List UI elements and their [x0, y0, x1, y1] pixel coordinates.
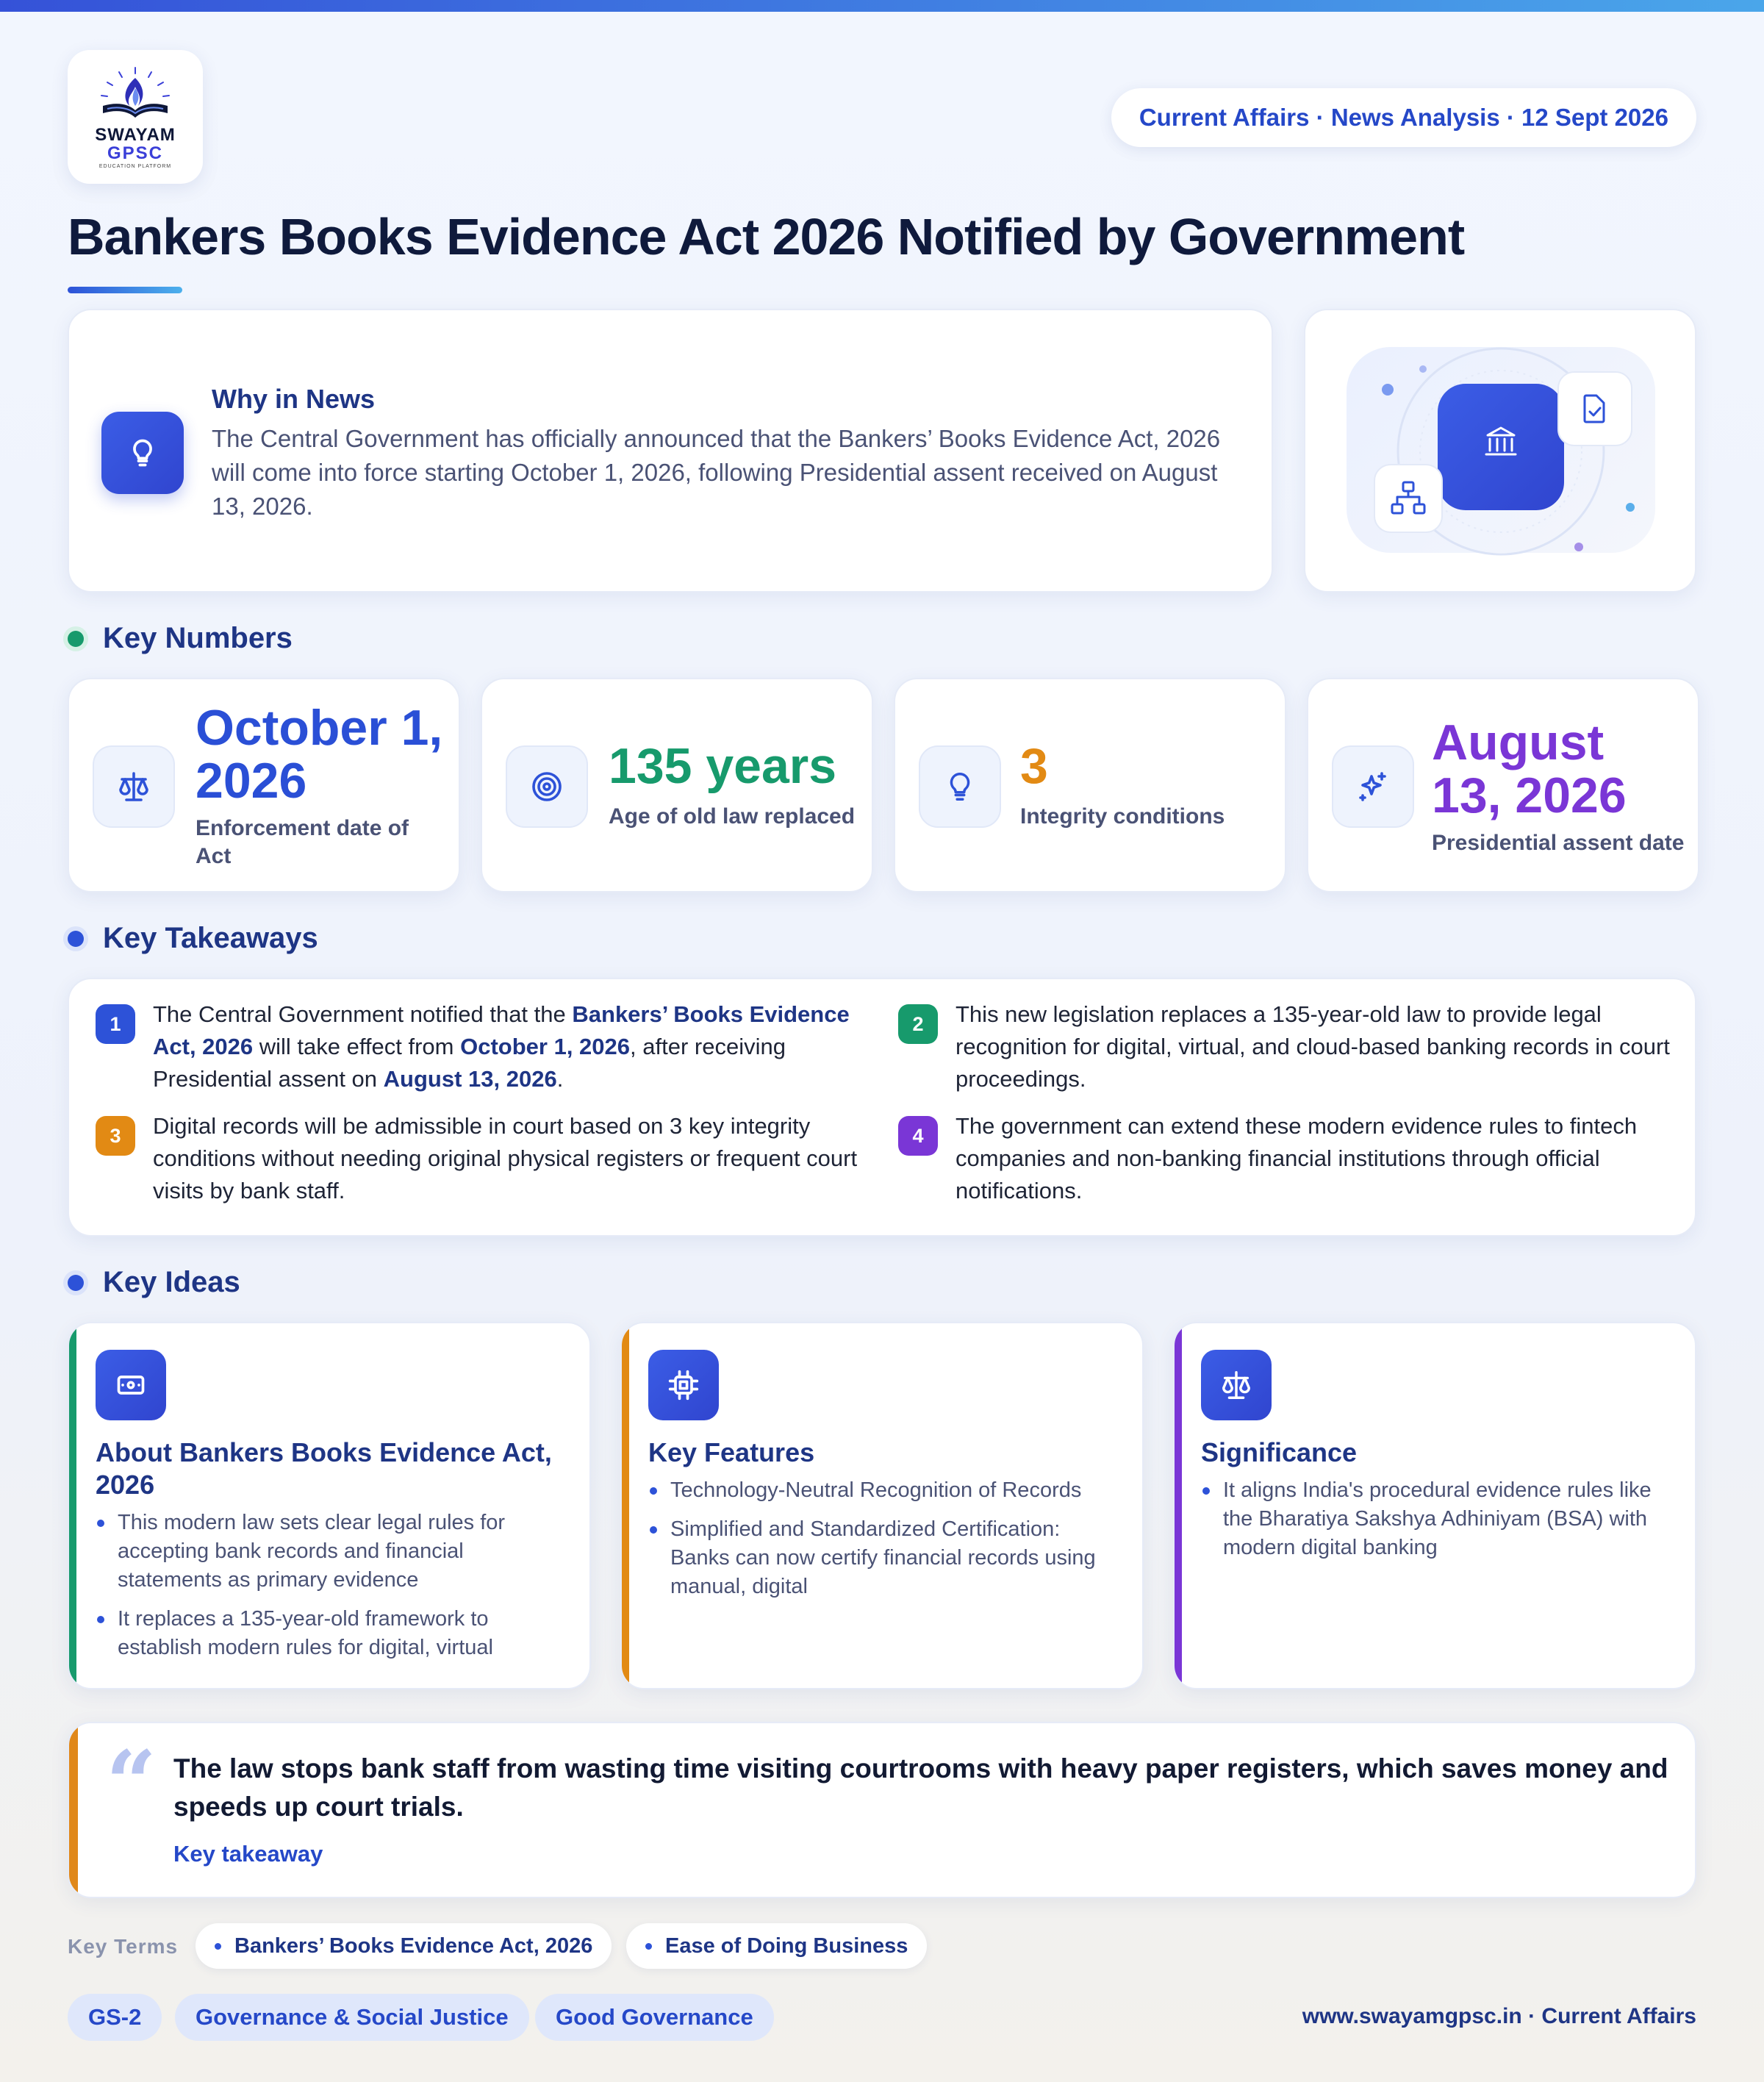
- key-number-value: 135 years: [609, 738, 837, 794]
- card-accent-bar: [1175, 1323, 1182, 1688]
- key-idea-points: [648, 1476, 1119, 1611]
- logo-flame-book-icon: [91, 65, 179, 122]
- key-terms-label: Key Terms: [68, 1935, 179, 1958]
- list-item: Technology-Neutral Recognition of Records: [648, 1476, 1119, 1505]
- key-idea-points: [96, 1509, 566, 1673]
- key-takeaways-heading-text: Key Takeaways: [103, 922, 318, 954]
- scale-icon: [1201, 1350, 1272, 1420]
- card-accent-bar: [69, 1323, 76, 1688]
- tag-gs2[interactable]: GS-2: [68, 1994, 162, 2041]
- lightbulb-icon: [101, 412, 184, 494]
- takeaway-number-badge: 1: [96, 1004, 135, 1044]
- section-dot: [68, 631, 84, 647]
- key-number-label: Enforcement date of Act: [196, 816, 409, 868]
- footer-website-link[interactable]: www.swayamgpsc.in · Current Affairs: [1302, 2004, 1696, 2028]
- page-title: Bankers Books Evidence Act 2026 Notified by Government: [68, 208, 1465, 265]
- date-pill: Current Affairs · News Analysis · 12 Sept 2026: [1111, 88, 1696, 147]
- chip-icon: [648, 1350, 719, 1420]
- illustration-card: [1304, 309, 1696, 593]
- key-number-card-assent: [1307, 678, 1699, 892]
- takeaway-number-badge: 4: [898, 1116, 938, 1156]
- sparkle-icon: [1332, 745, 1414, 828]
- tag-governance-social-justice[interactable]: Governance & Social Justice: [175, 1994, 529, 2041]
- quote-text: The law stops bank staff from wasting time visiting courtrooms with heavy paper registers, which saves money and speeds up court trials.: [173, 1753, 1668, 1822]
- key-ideas-heading-text: Key Ideas: [103, 1266, 240, 1298]
- takeaway-number-badge: 2: [898, 1004, 938, 1044]
- list-item: Simplified and Standardized Certification: Banks can now certify financial records using manual, digital: [648, 1515, 1119, 1601]
- key-number-label: Integrity conditions: [1020, 804, 1225, 829]
- key-term-pill[interactable]: [196, 1923, 612, 1969]
- key-term-text: Bankers’ Books Evidence Act, 2026: [234, 1933, 593, 1958]
- list-item: It replaces a 135-year-old framework to establish modern rules for digital, virtual: [96, 1605, 566, 1662]
- key-takeaways-heading: [68, 922, 318, 955]
- key-number-card-enforcement: [68, 678, 460, 892]
- lightbulb-icon: [919, 745, 1001, 828]
- key-idea-card-significance: [1173, 1322, 1696, 1689]
- key-number-label: Age of old law replaced: [609, 804, 856, 829]
- key-numbers-heading-text: Key Numbers: [103, 622, 293, 654]
- key-number-value: August 13, 2026: [1432, 715, 1627, 823]
- key-idea-points: [1201, 1476, 1671, 1573]
- why-in-news-heading: Why in News: [212, 384, 376, 414]
- key-number-value: October 1, 2026: [196, 700, 443, 809]
- logo-text-primary: SWAYAM: [95, 125, 176, 145]
- key-idea-title: About Bankers Books Evidence Act, 2026: [96, 1437, 552, 1500]
- top-accent-bar: [0, 0, 1764, 12]
- section-dot: [68, 931, 84, 947]
- scale-icon: [93, 745, 175, 828]
- takeaway-text-3: Digital records will be admissible in court based on 3 key integrity conditions without needing original physical registers or frequent court visits by bank staff.: [153, 1113, 858, 1203]
- takeaway-number-badge: 3: [96, 1116, 135, 1156]
- section-dot: [68, 1275, 84, 1291]
- key-number-card-years: [481, 678, 873, 892]
- logo-text-secondary: GPSC: [107, 143, 163, 163]
- key-number-value: 3: [1020, 738, 1048, 794]
- takeaway-text-4: The government can extend these modern evidence rules to fintech companies and non-banking financial institutions through official notifications.: [956, 1113, 1638, 1203]
- quote-card: [68, 1722, 1696, 1898]
- card-accent-bar: [622, 1323, 629, 1688]
- illustration-graphic: [1305, 310, 1698, 594]
- key-takeaways-card: [68, 978, 1696, 1237]
- key-term-text: Ease of Doing Business: [665, 1933, 908, 1958]
- title-underline: [68, 287, 182, 293]
- takeaway-text-2: This new legislation replaces a 135-year-old law to provide legal recognition for digital, virtual, and cloud-based banking records in court proceedings.: [956, 1001, 1670, 1092]
- takeaway-text-1: The Central Government notified that the Bankers’ Books Evidence Act, 2026 will take effect from October 1, 2026, after receiving Presidential assent on August 13, 2026.: [153, 1001, 850, 1092]
- tag-good-governance[interactable]: Good Governance: [535, 1994, 774, 2041]
- key-idea-card-features: [620, 1322, 1144, 1689]
- bullet-dot: [215, 1943, 221, 1950]
- key-number-card-conditions: [894, 678, 1286, 892]
- banknote-icon: [96, 1350, 166, 1420]
- key-ideas-heading: [68, 1266, 240, 1299]
- quote-mark-icon: “: [106, 1731, 157, 1835]
- why-in-news-card: [68, 309, 1273, 593]
- list-item: This modern law sets clear legal rules for accepting bank records and financial statements as primary evidence: [96, 1509, 566, 1595]
- target-icon: [506, 745, 588, 828]
- bullet-dot: [645, 1943, 652, 1950]
- key-term-pill[interactable]: [626, 1923, 927, 1969]
- quote-caption: Key takeaway: [173, 1841, 323, 1867]
- logo-tagline: EDUCATION PLATFORM: [98, 164, 172, 169]
- key-idea-title: Significance: [1201, 1437, 1358, 1467]
- key-numbers-heading: [68, 622, 293, 655]
- key-idea-title: Key Features: [648, 1437, 815, 1467]
- key-idea-card-about: [68, 1322, 591, 1689]
- quote-accent-bar: [69, 1723, 78, 1897]
- list-item: It aligns India's procedural evidence rules like the Bharatiya Sakshya Adhiniyam (BSA) with modern digital banking: [1201, 1476, 1671, 1562]
- why-in-news-text: The Central Government has officially announced that the Bankers’ Books Evidence Act, 2026 will come into force starting October 1, 2026, following Presidential assent received on August 13, 2026.: [212, 425, 1221, 520]
- brand-logo[interactable]: [68, 50, 203, 184]
- key-number-label: Presidential assent date: [1432, 831, 1685, 855]
